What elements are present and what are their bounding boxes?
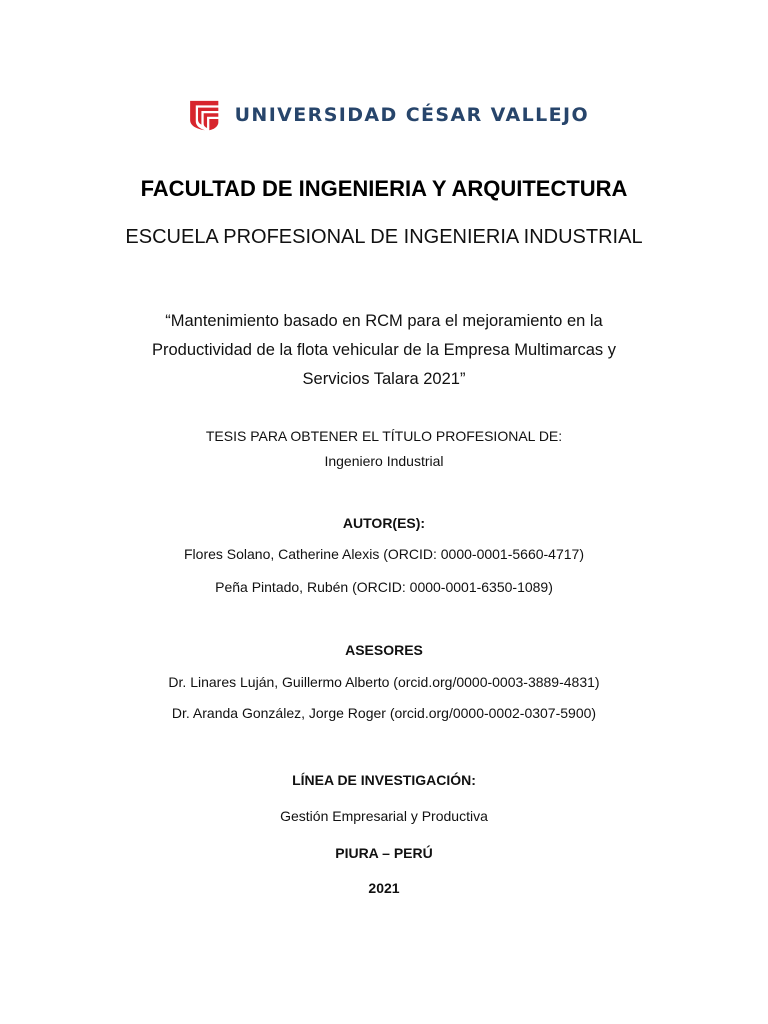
advisor-item: Dr. Linares Luján, Guillermo Alberto (orcid.org/0000-0003-3889-4831) <box>168 674 600 690</box>
university-name: UNIVERSIDAD CÉSAR VALLEJO <box>234 104 589 126</box>
research-line-heading: LÍNEA DE INVESTIGACIÓN: <box>292 772 476 788</box>
thesis-title-line-2: Productividad de la flota vehicular de la Empresa Multimarcas y <box>151 341 617 359</box>
research-line-value: Gestión Empresarial y Productiva <box>280 808 488 824</box>
advisors-heading: ASESORES <box>345 642 423 658</box>
ucv-shield-logo-icon <box>189 86 221 144</box>
school-title: ESCUELA PROFESIONAL DE INGENIERIA INDUSTRIAL <box>125 226 643 248</box>
degree-value: Ingeniero Industrial <box>324 453 444 469</box>
year: 2021 <box>368 880 400 896</box>
faculty-title: FACULTAD DE INGENIERIA Y ARQUITECTURA <box>140 176 628 201</box>
university-logo <box>189 86 589 144</box>
degree-label: TESIS PARA OBTENER EL TÍTULO PROFESIONAL DE: <box>205 428 563 444</box>
author-item: Peña Pintado, Rubén (ORCID: 0000-0001-6350-1089) <box>215 579 553 595</box>
author-item: Flores Solano, Catherine Alexis (ORCID: 0000-0001-5660-4717) <box>184 546 584 562</box>
authors-heading: AUTOR(ES): <box>342 515 426 531</box>
thesis-title-line-3: Servicios Talara 2021” <box>302 370 466 388</box>
advisor-item: Dr. Aranda González, Jorge Roger (orcid.org/0000-0002-0307-5900) <box>171 705 597 721</box>
place: PIURA – PERÚ <box>335 845 433 861</box>
thesis-title-line-1: “Mantenimiento basado en RCM para el mejoramiento en la <box>165 312 603 330</box>
